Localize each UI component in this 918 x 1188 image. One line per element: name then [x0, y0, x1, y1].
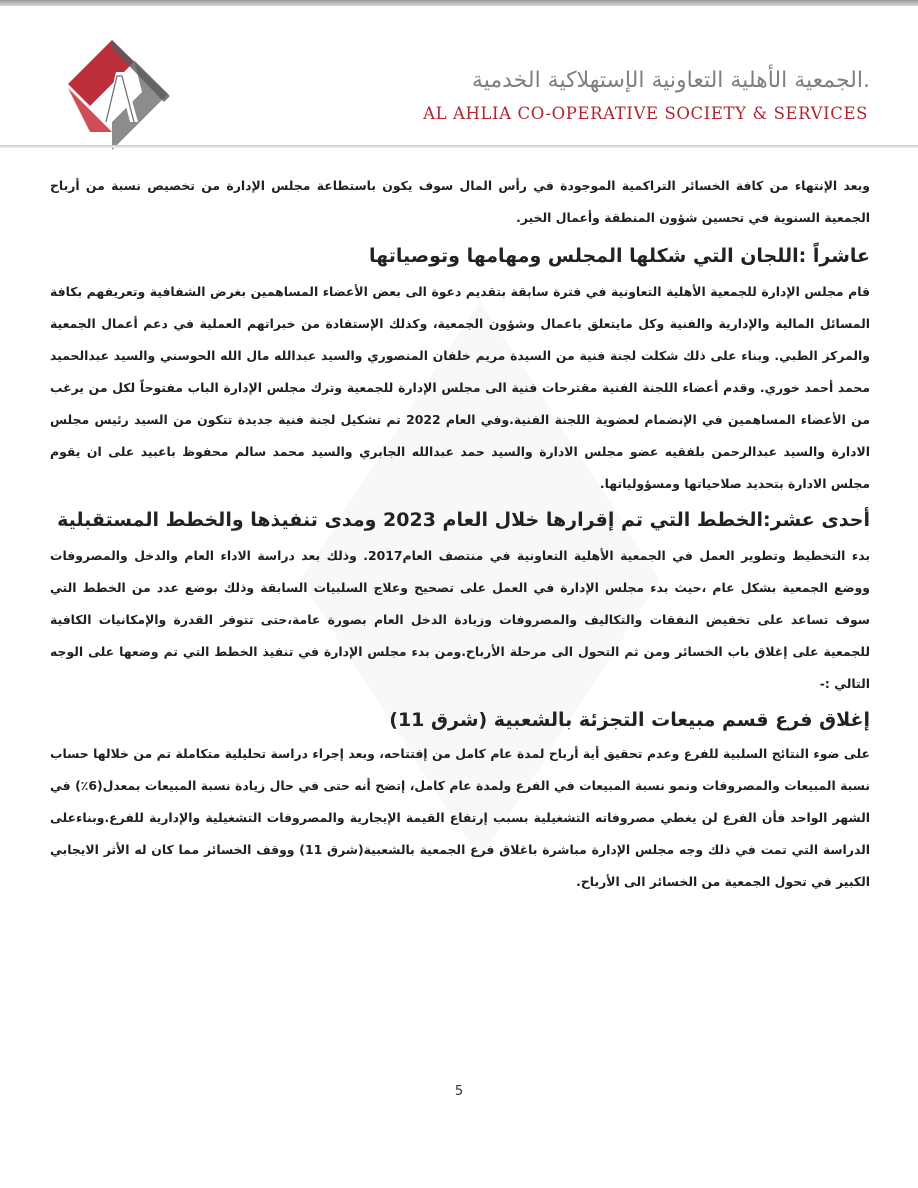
section-11-heading: أحدى عشر:الخطط التي تم إقرارها خلال العام 2023 ومدى تنفيذها والخطط المستقبلية [57, 509, 870, 531]
section-11-paragraph: بدء التخطيط وتطوير العمل في الجمعية الأهلية التعاونية في منتصف العام2017. وذلك بعد دراسة الاداء العام والدخل والمصروفات ووضع الجمعية بشكل عام ،حيث بدء مجلس الإدارة في العمل على تصحيح وعلاج السلبيات السابقة وذلك بوضع عدد من الخطط التي سوف تساعد على تخفيض النفقات والتكاليف والمصروفات وزيادة الدخل العام بصورة عامة،حتى تتوفر القدرة والإمكانيات الكافية للجمعية على إغلاق باب الخسائر ومن ثم التحول الى مرحلة الأرباح.ومن بدء مجلس الإدارة في تنفيذ الخطط التي تم وضعها على الوجه التالي :- [50, 548, 871, 691]
page-number: 5 [454, 1084, 464, 1099]
intro-paragraph: وبعد الإنتهاء من كافة الخسائر التراكمية الموجودة في رأس المال سوف يكون باستطاعة مجلس الإدارة من تخصيص نسبة من أرباح الجمعية السنوية في تحسين شؤون المنطقة وأعمال الخير. [50, 178, 870, 225]
header-divider [0, 145, 918, 148]
branch-closure-paragraph: على ضوء النتائج السلبية للفرع وعدم تحقيق أية أرباح لمدة عام كامل من إفتتاحه، وبعد إجراء دراسة تحليلية متكاملة تم من خلالها حساب نسبة المبيعات والمصروفات ونمو نسبة المبيعات في الفرع ولمدة عام كامل، إتضح أنه حتى في حال زيادة نسبة المبيعات بمعدل(6٪) في الشهر الواحد فأن الفرع لن يغطي مصروفاته التشغيلية بسبب إرتفاع القيمة الإيجارية والمصروفات التشغيلية والإدارية للفرع.وبناءعلى الدراسة التي تمت في ذلك وجه مجلس الإدارة مباشرة باغلاق فرع الجمعية بالشعبية(شرق 11) ووقف الخسائر مما كان له الأثر الايجابي الكبير في تحول الجمعية من الخسائر الى الأرباح. [50, 746, 870, 889]
branch-closure-heading: إغلاق فرع قسم مبيعات التجزئة بالشعبية (شرق 11) [389, 709, 870, 731]
org-name-english: AL AHLIA CO-OPERATIVE SOCIETY & SERVICES [423, 104, 868, 123]
section-10-heading: عاشراً :اللجان التي شكلها المجلس ومهامها وتوصياتها [369, 245, 870, 267]
page-content [50, 170, 870, 898]
org-name-arabic: .الجمعية الأهلية التعاونية الإستهلاكية الخدمية [471, 68, 870, 93]
section-10-paragraph: قام مجلس الإدارة للجمعية الأهلية التعاونية في فترة سابقة بتقديم دعوة الى بعض الأعضاء المساهمين بغرض الشفافية وتعريفهم بكافة المسائل المالية والإدارية والفنية وكل مايتعلق باعمال وشؤون الجمعية، وكذلك الإستفادة من خبراتهم العملية في دعم أعمال الجمعية والمركز الطبي. وبناء على ذلك شكلت لجنة فنية من السيدة مريم خلفان المنصوري والسيد عبدالله مال الله الحوسني والسيد عبدالحميد محمد أحمد خوري. وقدم أعضاء اللجنة الفنية مقترحات فنية الى مجلس الإدارة للجمعية وترك مجلس الإدارة الباب مفتوحاً لكل من يرغب من الأعضاء المساهمين في الإنضمام لعضوية اللجنة الفنية.وفي العام 2022 تم تشكيل لجنة فنية جديدة تتكون من السيد رئيس مجلس الادارة والسيد عبدالرحمن بلفقيه عضو مجلس الادارة والسيد حمد عبدالله الجابري والسيد محمد سالم محفوظ باعبيد على ان يقوم مجلس الادارة بتحديد صلاحياتها ومسؤولياتها. [50, 284, 871, 491]
society-logo [46, 30, 178, 162]
scan-edge [0, 0, 918, 6]
